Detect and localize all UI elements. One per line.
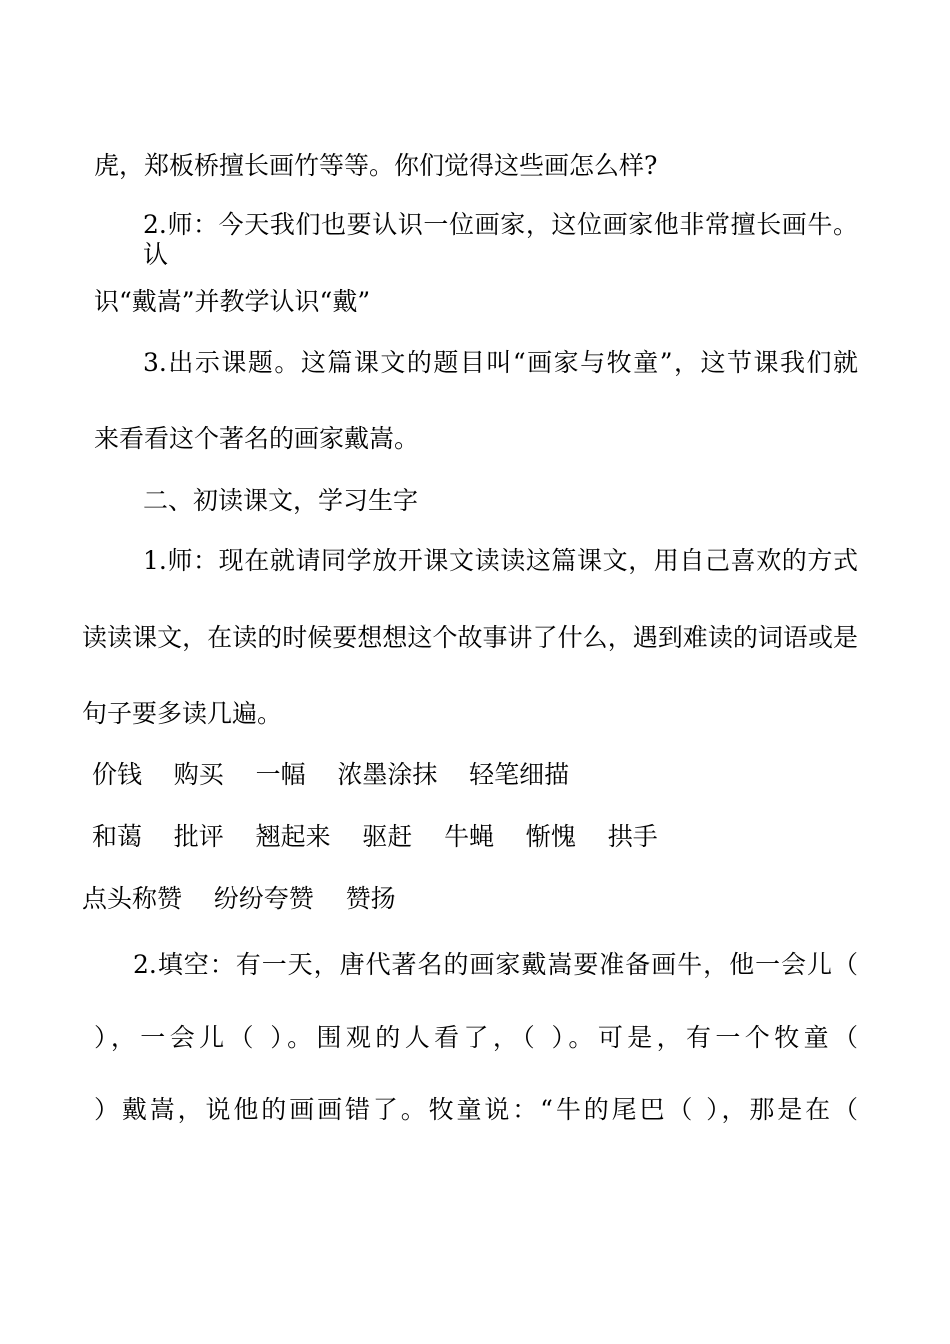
text-line-7: 1.师：现在就请同学放开课文读读这篇课文，用自己喜欢的方式: [143, 546, 858, 575]
text-line-3: 识“戴嵩”并教学认识“戴”: [94, 287, 371, 316]
fill-blank-line-1: 2.填空：有一天，唐代著名的画家戴嵩要准备画牛，他一会儿（: [133, 950, 858, 979]
fill-blank-line-2: ），一会儿（ ）。围观的人看了，（ ）。可是，有一个牧童（: [94, 1023, 858, 1052]
text-line-2: 2.师：今天我们也要认识一位画家，这位画家他非常擅长画牛。认: [143, 210, 858, 269]
text-line-4: 3.出示课题。这篇课文的题目叫“画家与牧童”，这节课我们就: [143, 348, 858, 377]
text-line-5: 来看看这个著名的画家戴嵩。: [94, 424, 420, 453]
section-heading: 二、初读课文，学习生字: [143, 486, 419, 515]
fill-blank-line-3: ）戴嵩，说他的画画错了。牧童说：“牛的尾巴（ ），那是在（: [94, 1095, 858, 1124]
text-line-1: 虎，郑板桥擅长画竹等等。你们觉得这些画怎么样?: [94, 151, 658, 180]
vocab-line-3: 点头称赞 纷纷夸赞 赞扬: [82, 884, 396, 913]
vocab-line-1: 价钱 购买 一幅 浓墨涂抹 轻笔细描: [92, 760, 570, 789]
vocab-line-2: 和蔼 批评 翘起来 驱赶 牛蝇 惭愧 拱手: [92, 822, 658, 851]
text-line-8: 读读课文，在读的时候要想想这个故事讲了什么，遇到难读的词语或是: [82, 623, 858, 652]
text-line-9: 句子要多读几遍。: [82, 699, 283, 728]
